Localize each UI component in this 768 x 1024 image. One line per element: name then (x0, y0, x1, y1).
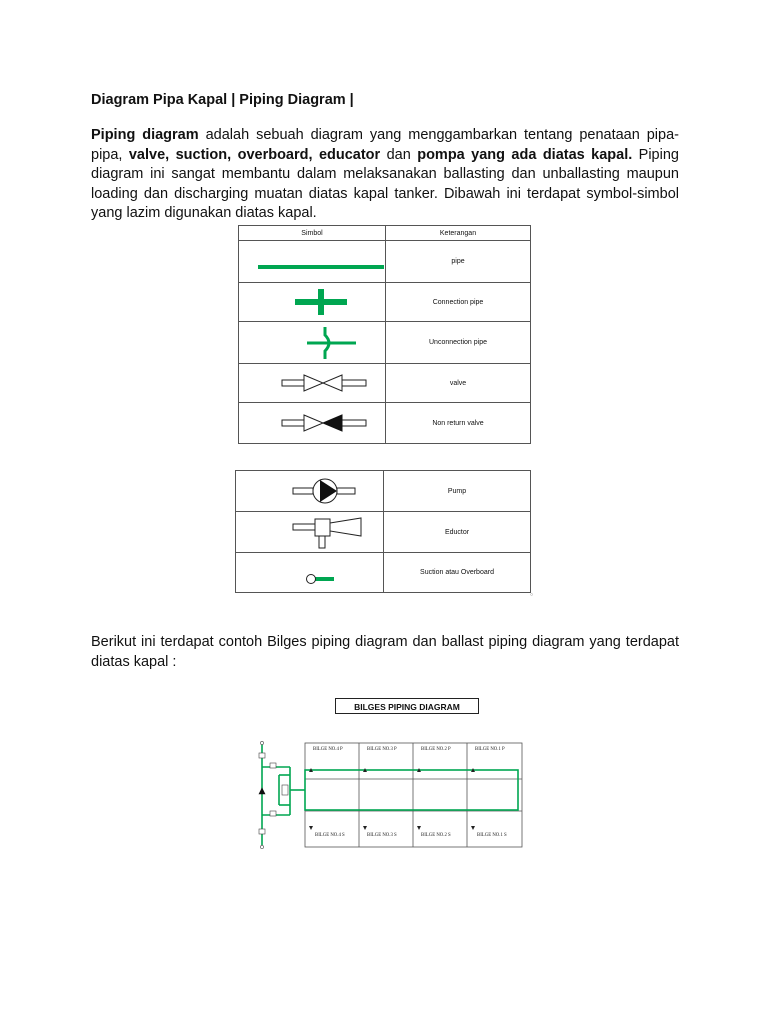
description-cell: pipe (386, 241, 531, 283)
intro-bold-term: Piping diagram (91, 127, 199, 143)
bilge-label-top: BILGE NO.4 P (313, 747, 343, 752)
bilges-piping-diagram (250, 737, 525, 851)
bilge-label-bottom: BILGE NO.1 S (477, 833, 507, 838)
description-cell: Pump (384, 471, 531, 512)
bilge-label-bottom: BILGE NO.2 S (421, 833, 451, 838)
table-row (239, 241, 531, 283)
description-cell: Unconnection pipe (386, 322, 531, 364)
intro-bold-components: valve, suction, overboard, educator (128, 146, 381, 163)
valve-icon (239, 365, 385, 402)
description-cell: Eductor (384, 512, 531, 553)
table-row (239, 364, 531, 403)
pump-icon (236, 472, 383, 511)
symbol-cell (239, 403, 386, 444)
bilge-main-line (262, 743, 518, 845)
intro-text: Piping diagram ini sangat membantu dalam melaksanakan ballasting dan unballasting maupun loading dan discharging muatan diatas kapal tanker. Dibawah ini terdapat symbol-simbol yang lazim digunakan diatas kapal. (91, 146, 679, 221)
symbol-table-1 (238, 225, 531, 444)
bilges-intro-paragraph: Berikut ini terdapat contoh Bilges piping diagram dan ballast piping diagram yang terdapat diatas kapal : (91, 634, 679, 670)
symbol-cell (239, 322, 386, 364)
description-cell: Suction atau Overboard (384, 553, 531, 593)
symbol-cell (239, 241, 386, 283)
pipe-icon (239, 242, 385, 282)
connection-pipe-icon (239, 284, 385, 321)
table-footnote-mark: ○ (530, 592, 534, 598)
bilges-diagram-title: BILGES PIPING DIAGRAM (335, 698, 479, 714)
suction-overboard-icon (236, 554, 383, 592)
symbol-cell (239, 283, 386, 322)
intro-bold-pumps: pompa yang ada diatas kapal. (417, 146, 633, 163)
pump-manifold (259, 741, 288, 848)
table-row (236, 512, 531, 553)
symbol-table-2 (235, 470, 531, 593)
table-row (239, 403, 531, 444)
table-row (236, 553, 531, 593)
bilge-suction-marks (309, 768, 475, 830)
bilge-label-top: BILGE NO.3 P (367, 747, 397, 752)
table-header-row (239, 226, 531, 241)
unconnection-pipe-icon (239, 323, 385, 363)
intro-text: adalah sebuah diagram yang menggambarkan tentang penataan pipa-pipa, (91, 127, 679, 163)
bilge-label-bottom: BILGE NO.4 S (315, 833, 345, 838)
description-cell: Non return valve (386, 403, 531, 444)
intro-paragraph (91, 126, 679, 224)
description-cell: valve (386, 364, 531, 403)
non-return-valve-icon (239, 404, 385, 443)
column-header-description: Keterangan (386, 226, 531, 241)
bilge-label-top: BILGE NO.1 P (475, 747, 505, 752)
symbol-cell (236, 553, 384, 593)
column-header-symbol: Simbol (239, 226, 386, 241)
table-row (236, 471, 531, 512)
bilge-label-top: BILGE NO.2 P (421, 747, 451, 752)
symbol-cell (236, 471, 384, 512)
symbol-cell (236, 512, 384, 553)
table-row (239, 283, 531, 322)
symbol-cell (239, 364, 386, 403)
eductor-icon (236, 513, 383, 552)
bilge-label-bottom: BILGE NO.3 S (367, 833, 397, 838)
intro-text: dan (380, 146, 418, 163)
table-row (239, 322, 531, 364)
tank-grid (305, 743, 522, 847)
description-cell: Connection pipe (386, 283, 531, 322)
page-title: Diagram Pipa Kapal | Piping Diagram | (91, 92, 354, 108)
